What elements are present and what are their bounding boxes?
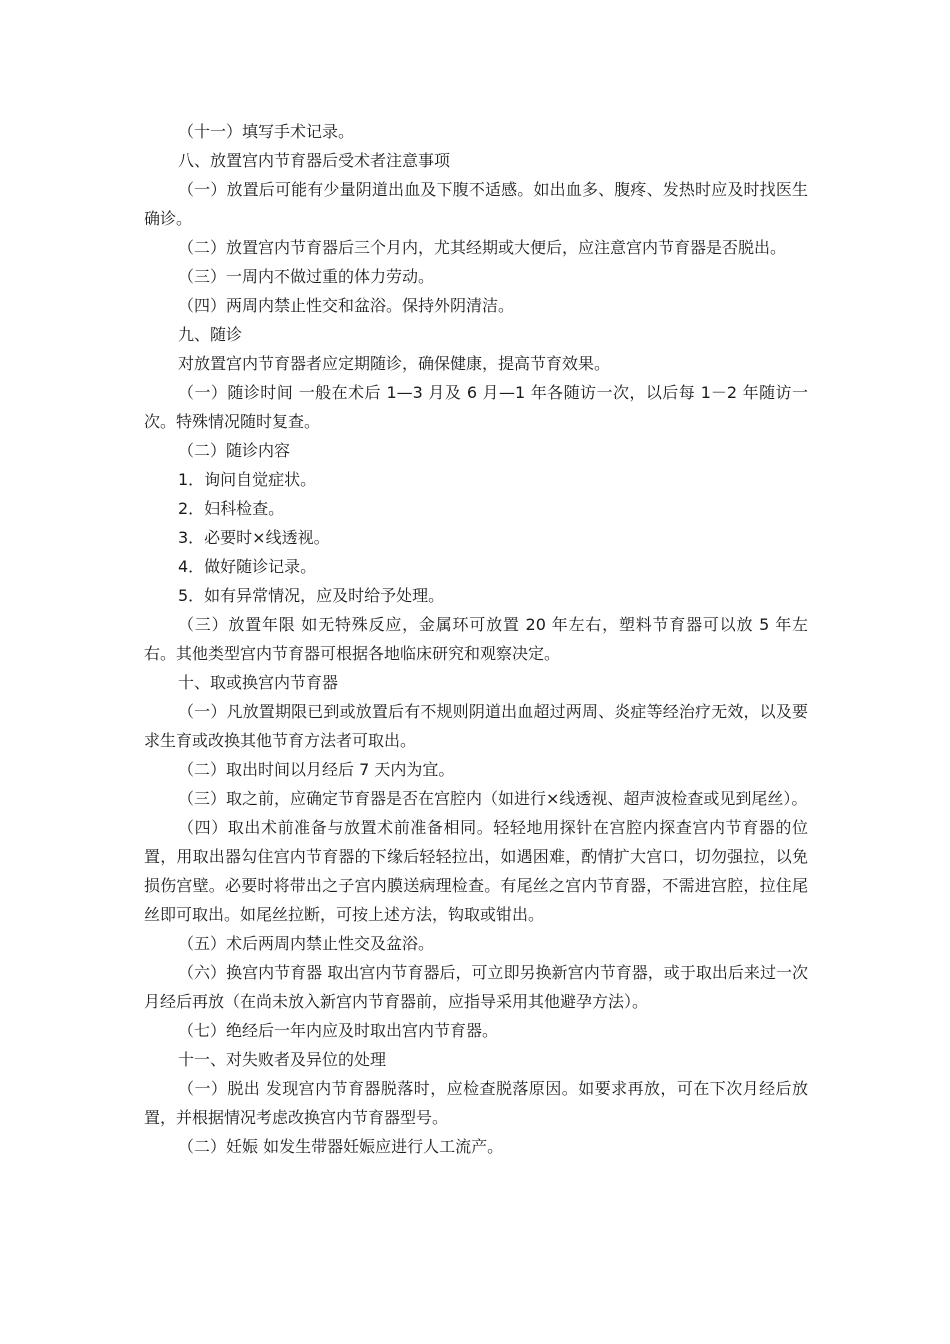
paragraph: （二）妊娠 如发生带器妊娠应进行人工流产。 [178, 1137, 504, 1156]
section-heading-8: 八、放置宫内节育器后受术者注意事项 [178, 151, 451, 170]
paragraph: （六）换宫内节育器 取出宫内节育器后，可立即另换新宫内节育器，或于取出后来过一次月经后再放（在尚未放入新宫内节育器前，应指导采用其他避孕方法）。 [144, 963, 808, 1011]
paragraph: （七）绝经后一年内应及时取出宫内节育器。 [178, 1021, 499, 1040]
paragraph: （五）术后两周内禁止性交及盆浴。 [178, 934, 435, 953]
list-item: 5．如有异常情况，应及时给予处理。 [178, 586, 445, 605]
paragraph: （四）两周内禁止性交和盆浴。保持外阴清洁。 [178, 296, 515, 315]
paragraph: （一）随诊时间 一般在术后 1—3 月及 6 月—1 年各随访一次，以后每 1－2 年随访一次。特殊情况随时复查。 [144, 383, 808, 431]
paragraph-item-11-record: （十一）填写手术记录。 [178, 122, 355, 141]
section-heading-10: 十、取或换宫内节育器 [178, 673, 339, 692]
paragraph: （四）取出术前准备与放置术前准备相同。轻轻地用探针在宫腔内探查宫内节育器的位置，用取出器勾住宫内节育器的下缘后轻轻拉出，如遇困难，酌情扩大宫口，切勿强拉，以免损伤宫壁。必要时将带出之子宫内膜送病理检查。有尾丝之宫内节育器，不需进宫腔，拉住尾丝即可取出。如尾丝拉断，可按上述方法，钩取或钳出。 [144, 818, 808, 924]
list-item: 3．必要时×线透视。 [178, 528, 330, 547]
paragraph: （一）凡放置期限已到或放置后有不规则阴道出血超过两周、炎症等经治疗无效，以及要求生育或改换其他节育方法者可取出。 [144, 702, 808, 750]
list-item: 4．做好随诊记录。 [178, 557, 317, 576]
section-heading-9: 九、随诊 [178, 325, 243, 344]
paragraph: （二）放置宫内节育器后三个月内，尤其经期或大便后，应注意宫内节育器是否脱出。 [178, 238, 787, 257]
paragraph: （一）放置后可能有少量阴道出血及下腹不适感。如出血多、腹疼、发热时应及时找医生确诊。 [144, 180, 808, 228]
section-heading-11: 十一、对失败者及异位的处理 [178, 1050, 387, 1069]
paragraph: （三）放置年限 如无特殊反应，金属环可放置 20 年左右，塑料节育器可以放 5 年左右。其他类型宫内节育器可根据各地临床研究和观察决定。 [144, 615, 808, 663]
paragraph: （三）一周内不做过重的体力劳动。 [178, 267, 435, 286]
paragraph: （二）取出时间以月经后 7 天内为宜。 [178, 760, 455, 779]
document-body [144, 117, 808, 1161]
list-item: 1．询问自觉症状。 [178, 470, 317, 489]
paragraph: 对放置宫内节育器者应定期随诊，确保健康，提高节育效果。 [178, 354, 611, 373]
subheading: （二）随诊内容 [178, 441, 291, 460]
paragraph: （三）取之前，应确定节育器是否在宫腔内（如进行×线透视、超声波检查或见到尾丝）。 [178, 789, 808, 808]
paragraph: （一）脱出 发现宫内节育器脱落时，应检查脱落原因。如要求再放，可在下次月经后放置，并根据情况考虑改换宫内节育器型号。 [144, 1079, 808, 1127]
list-item: 2．妇科检查。 [178, 499, 285, 518]
